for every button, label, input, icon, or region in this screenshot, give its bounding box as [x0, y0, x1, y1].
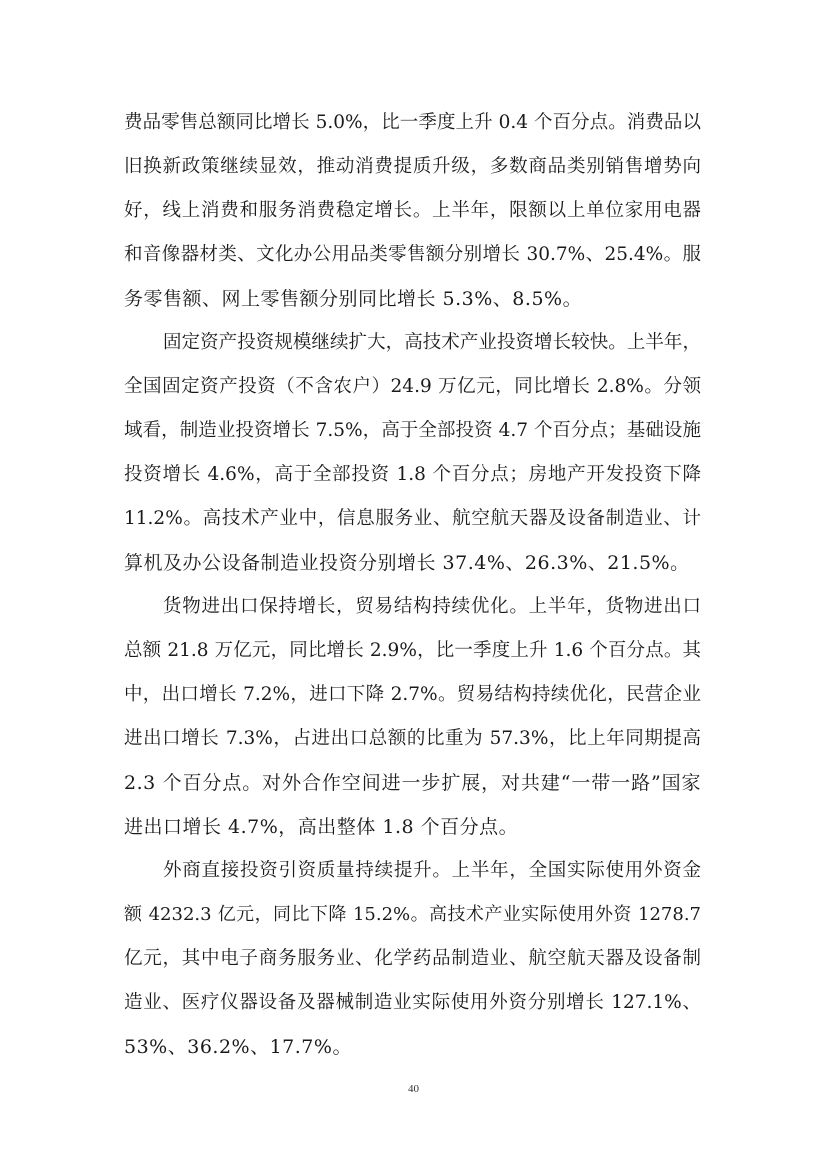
text-line: 进出口增长 7.3%，占进出口总额的比重为 57.3%，比上年同期提高: [124, 728, 701, 749]
text-line: 11.2%。高技术产业中，信息服务业、航空航天器及设备制造业、计: [124, 508, 701, 529]
text-line: 全国固定资产投资（不含农户）24.9 万亿元，同比增长 2.8%。分领: [124, 376, 701, 397]
text-line: 费品零售总额同比增长 5.0%，比一季度上升 0.4 个百分点。消费品以: [124, 112, 701, 133]
text-line: 造业、医疗仪器设备及器械制造业实际使用外资分别增长 127.1%、: [124, 992, 701, 1013]
text-line: 额 4232.3 亿元，同比下降 15.2%。高技术产业实际使用外资 1278.7: [124, 904, 701, 925]
text-line: 货物进出口保持增长，贸易结构持续优化。上半年，货物进出口: [163, 596, 701, 617]
text-line: 固定资产投资规模继续扩大，高技术产业投资增长较快。上半年，: [163, 332, 701, 353]
text-line: 投资增长 4.6%，高于全部投资 1.8 个百分点；房地产开发投资下降: [124, 464, 701, 485]
text-line: 外商直接投资引资质量持续提升。上半年，全国实际使用外资金: [163, 860, 701, 881]
text-line: 中，出口增长 7.2%，进口下降 2.7%。贸易结构持续优化，民营企业: [124, 684, 701, 705]
text-line: 2.3 个百分点。对外合作空间进一步扩展，对共建“一带一路”国家: [124, 772, 701, 794]
text-line: 好，线上消费和服务消费稳定增长。上半年，限额以上单位家用电器: [124, 200, 701, 221]
text-line: 总额 21.8 万亿元，同比增长 2.9%，比一季度上升 1.6 个百分点。其: [124, 640, 701, 661]
page-number: 40: [408, 1083, 419, 1095]
text-line: 53%、36.2%、17.7%。: [124, 1036, 352, 1058]
text-line: 亿元，其中电子商务服务业、化学药品制造业、航空航天器及设备制: [124, 948, 701, 969]
text-line: 旧换新政策继续显效，推动消费提质升级，多数商品类别销售增势向: [124, 156, 701, 177]
text-line: 域看，制造业投资增长 7.5%，高于全部投资 4.7 个百分点；基础设施: [124, 420, 701, 441]
text-line: 进出口增长 4.7%，高出整体 1.8 个百分点。: [124, 816, 519, 838]
text-line: 务零售额、网上零售额分别同比增长 5.3%、8.5%。: [124, 288, 583, 310]
text-line: 和音像器材类、文化办公用品类零售额分别增长 30.7%、25.4%。服: [124, 244, 701, 265]
text-line: 算机及办公设备制造业投资分别增长 37.4%、26.3%、21.5%。: [124, 552, 690, 574]
